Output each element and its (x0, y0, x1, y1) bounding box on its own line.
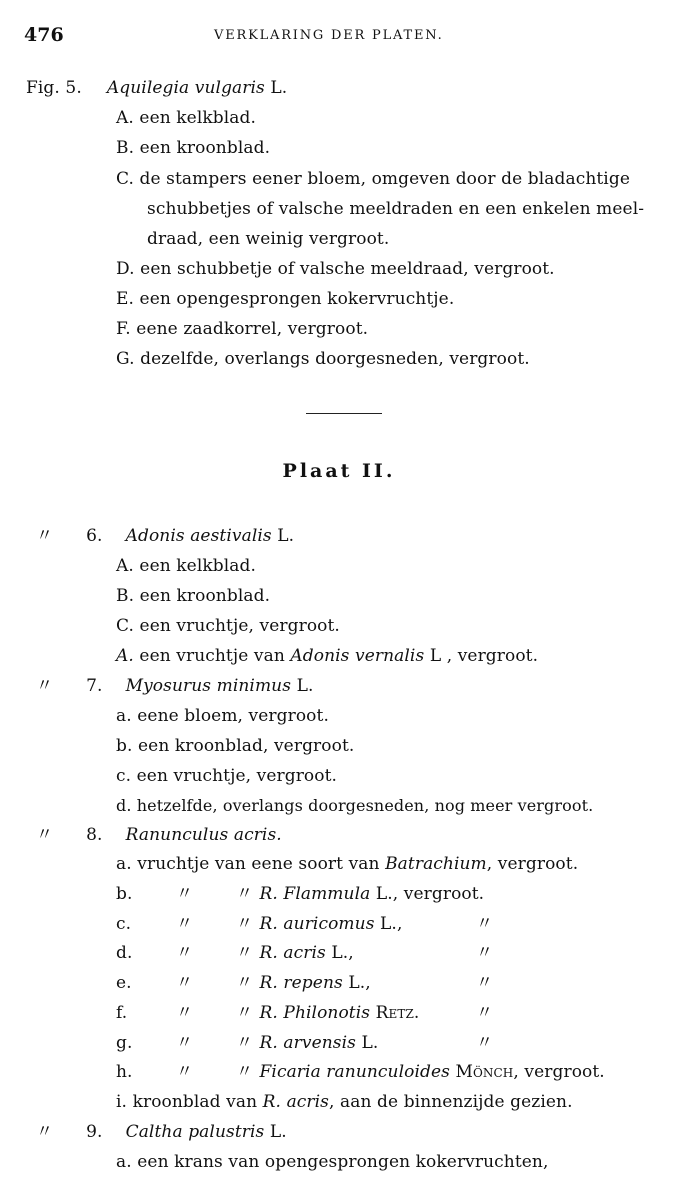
ditto-mark: 〃 (176, 1062, 194, 1082)
ditto-mark: 〃 (236, 884, 254, 904)
species-name: R. Philonotis (259, 1003, 371, 1023)
ditto-mark: 〃 (476, 914, 494, 934)
section-divider (306, 413, 382, 414)
list-item: c. een vruchtje, vergroot. (116, 766, 338, 786)
fig-number: 6. (86, 526, 103, 546)
ditto-mark: 〃 (176, 914, 194, 934)
species-name: Adonis vernalis (290, 646, 425, 666)
ditto-mark: 〃 (36, 676, 54, 696)
ditto-mark: 〃 (176, 973, 194, 993)
ditto-mark: 〃 (476, 1033, 494, 1053)
species-name: Batrachium (385, 854, 487, 874)
author: L. (277, 526, 295, 546)
ditto-mark: 〃 (176, 884, 194, 904)
fig-number: 9. (86, 1122, 103, 1142)
list-item: A. een kelkblad. (116, 108, 257, 128)
ditto-mark: 〃 (176, 1033, 194, 1053)
running-title: VERKLARING DER PLATEN. (214, 28, 444, 43)
species-name: R. auricomus (259, 914, 375, 934)
fig-7-heading (36, 675, 313, 697)
list-item: e. 〃 〃 R. repens L., 〃 (116, 973, 494, 993)
ditto-mark: 〃 (36, 526, 54, 546)
fig-label: Fig. 5. (26, 78, 82, 98)
fig-number: 8. (86, 825, 103, 845)
ditto-mark: 〃 (236, 1003, 254, 1023)
ditto-mark: 〃 (36, 825, 54, 845)
list-item: b. 〃 〃 R. Flammula L., vergroot. (116, 884, 485, 904)
list-item: h. 〃 〃 Ficaria ranunculoides Mönch, vergroot. (116, 1062, 605, 1082)
ditto-mark: 〃 (236, 943, 254, 963)
ditto-mark: 〃 (476, 1003, 494, 1023)
list-item: D. een schubbetje of valsche meeldraad, vergroot. (116, 259, 555, 279)
list-item: a. een krans van opengesprongen kokervruchten, (116, 1152, 549, 1172)
list-item: d. hetzelfde, overlangs doorgesneden, nog meer vergroot. (116, 796, 594, 815)
species-name: Aquilegia vulgaris (106, 78, 265, 98)
ditto-mark: 〃 (176, 943, 194, 963)
species-name: Caltha palustris (125, 1122, 265, 1142)
author: L. (296, 676, 314, 696)
list-item: g. 〃 〃 R. arvensis L. 〃 (116, 1033, 494, 1053)
list-item: C. een vruchtje, vergroot. (116, 616, 340, 636)
list-item-continuation: draad, een weinig vergroot. (147, 229, 390, 249)
ditto-mark: 〃 (36, 1122, 54, 1142)
species-name: R. Flammula (259, 884, 371, 904)
list-item: b. een kroonblad, vergroot. (116, 736, 355, 756)
ditto-mark: 〃 (236, 1062, 254, 1082)
species-name: Ficaria ranunculoides (259, 1062, 450, 1082)
fig-6-heading (36, 525, 294, 547)
fig-8-heading (36, 824, 282, 846)
list-item: A. een kelkblad. (116, 556, 257, 576)
list-item: B. een kroonblad. (116, 138, 271, 158)
list-item: F. eene zaadkorrel, vergroot. (116, 319, 369, 339)
page-number: 476 (24, 24, 64, 46)
author: L. (269, 1122, 287, 1142)
list-item-continuation: schubbetjes of valsche meeldraden en een enkelen meel- (147, 199, 645, 219)
list-item: a. eene bloem, vergroot. (116, 706, 329, 726)
fig-9-heading (36, 1121, 287, 1143)
ditto-mark: 〃 (476, 973, 494, 993)
list-item: E. een opengesprongen kokervruchtje. (116, 289, 455, 309)
author: L. (270, 78, 288, 98)
ditto-mark: 〃 (176, 1003, 194, 1023)
species-name: R. acris (262, 1092, 330, 1112)
list-item: B. een kroonblad. (116, 586, 271, 606)
species-name: R. acris (259, 943, 326, 963)
ditto-mark: 〃 (236, 914, 254, 934)
ditto-mark: 〃 (236, 973, 254, 993)
list-item: c. 〃 〃 R. auricomus L., 〃 (116, 914, 494, 934)
ditto-mark: 〃 (476, 943, 494, 963)
species-name: Myosurus minimus (125, 676, 292, 696)
fig-number: 7. (86, 676, 103, 696)
list-item: d. 〃 〃 R. acris L., 〃 (116, 943, 494, 963)
species-name: R. repens (259, 973, 343, 993)
list-item: A. een vruchtje van Adonis vernalis L , vergroot. (116, 646, 539, 666)
species-name: R. arvensis (259, 1033, 356, 1053)
fig-5-heading (26, 77, 287, 99)
ditto-mark: 〃 (236, 1033, 254, 1053)
list-item: G. dezelfde, overlangs doorgesneden, vergroot. (116, 349, 530, 369)
list-item: f. 〃 〃 R. Philonotis Retz. 〃 (116, 1003, 494, 1023)
species-name: Adonis aestivalis (125, 526, 272, 546)
plate-title: Plaat II. (282, 460, 396, 482)
list-item: i. kroonblad van R. acris, aan de binnenzijde gezien. (116, 1092, 573, 1112)
list-item: a. vruchtje van eene soort van Batrachium, vergroot. (116, 854, 579, 874)
list-item: C. de stampers eener bloem, omgeven door de bladachtige (116, 169, 630, 189)
species-name: Ranunculus acris. (125, 825, 282, 845)
